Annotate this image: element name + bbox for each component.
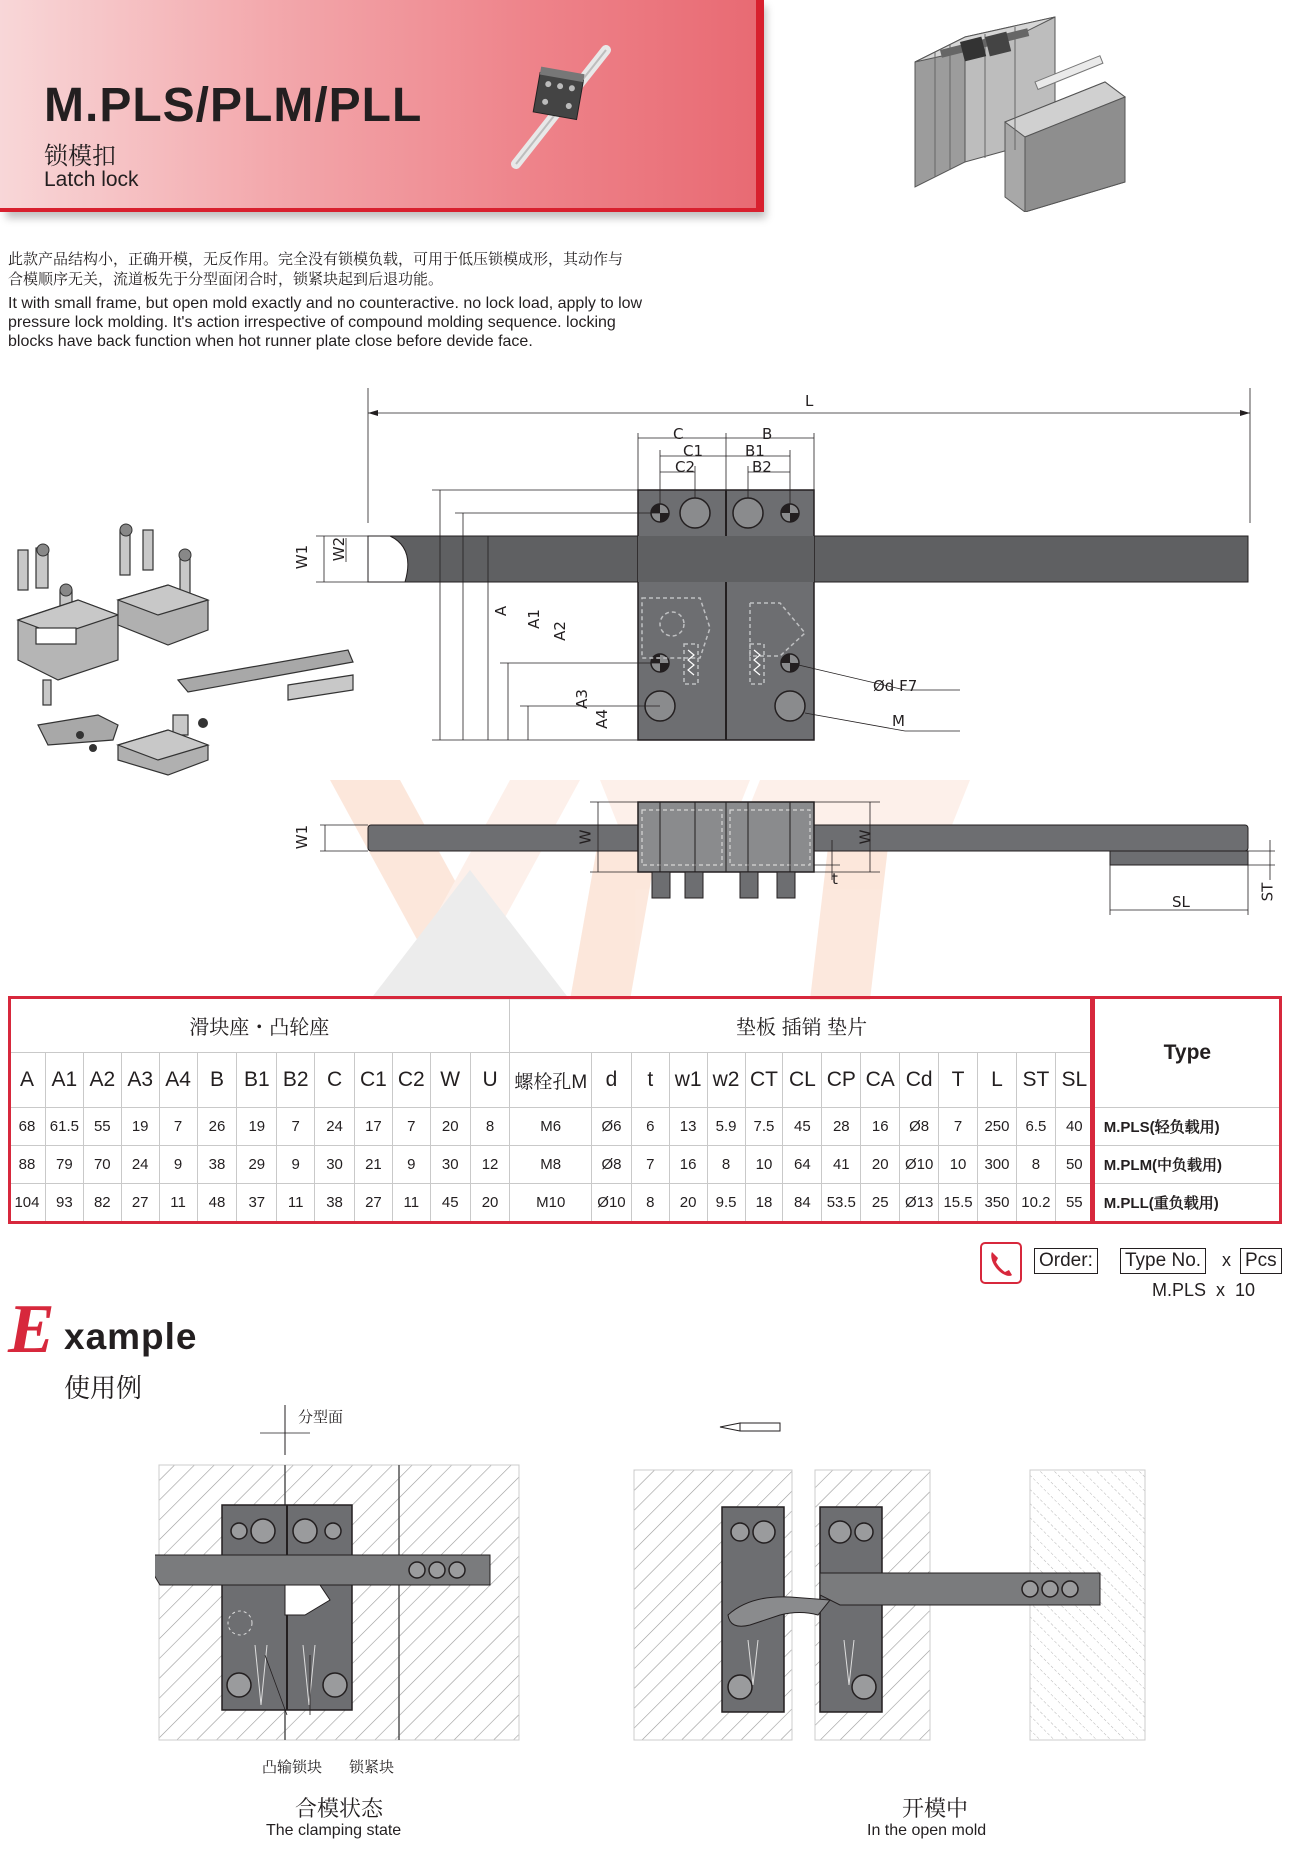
table-cell: 50: [1055, 1146, 1093, 1184]
table-row: [9, 1108, 1282, 1146]
table-cell: 25: [861, 1184, 900, 1222]
table-cell: Ø8: [900, 1108, 939, 1146]
table-cell: 24: [315, 1108, 355, 1146]
col-header: t: [631, 1053, 669, 1108]
table-cell: 16: [669, 1146, 707, 1184]
table-cell: 48: [197, 1184, 237, 1222]
table-cell: 37: [237, 1184, 277, 1222]
table-group-slider: 滑块座・凸轮座: [9, 998, 510, 1053]
table-cell: 300: [978, 1146, 1017, 1184]
table-cell: M8: [510, 1146, 592, 1184]
dim-label-W1: W1: [293, 544, 312, 570]
col-header: CL: [783, 1053, 822, 1108]
table-row: [9, 1146, 1282, 1184]
table-column-headers: [9, 1053, 1282, 1108]
table-cell: 24: [121, 1146, 159, 1184]
table-cell: 8: [1016, 1146, 1055, 1184]
table-cell: 9.5: [707, 1184, 745, 1222]
cam-lock-label: 凸输锁块: [262, 1758, 323, 1776]
dim-label-SL: SL: [1172, 893, 1190, 911]
table-cell: Ø13: [900, 1184, 939, 1222]
dim-label-ST: ST: [1258, 882, 1277, 902]
table-cell: 38: [197, 1146, 237, 1184]
clamping-caption-en: The clamping state: [266, 1822, 402, 1839]
table-cell: 45: [783, 1108, 822, 1146]
lock-block-label: 锁紧块: [349, 1758, 395, 1776]
description-en-line3: blocks have back function when hot runner plate close before devide face.: [8, 333, 533, 350]
dim-label-B1: B1: [745, 442, 765, 460]
open-mold-caption-en: In the open mold: [867, 1822, 987, 1839]
banner-edge: [756, 0, 764, 212]
dim-label-B2: B2: [752, 458, 772, 476]
description-cn-line2: 合模顺序无关，流道板先于分型面闭合时，锁紧块起到后退功能。: [8, 270, 444, 288]
latch-pin-illustration: [500, 42, 620, 172]
phone-icon: [980, 1242, 1022, 1284]
table-cell: 64: [783, 1146, 822, 1184]
type-cell: M.PLM(中负载用): [1093, 1146, 1281, 1184]
order-example: M.PLS x 10: [1152, 1280, 1256, 1300]
example-heading-cn: 使用例: [64, 1374, 143, 1404]
description-cn-line1: 此款产品结构小，正确开模，无反作用。完全没有锁模负载，可用于低压锁模成形，其动作与: [8, 250, 624, 268]
table-cell: 41: [822, 1146, 861, 1184]
table-cell: 20: [861, 1146, 900, 1184]
col-header: d: [592, 1053, 632, 1108]
col-header: W: [430, 1053, 470, 1108]
table-cell: 12: [470, 1146, 510, 1184]
col-header: L: [978, 1053, 1017, 1108]
col-header: C1: [354, 1053, 392, 1108]
table-cell: 11: [392, 1184, 430, 1222]
table-cell: 68: [9, 1108, 46, 1146]
table-cell: 79: [45, 1146, 83, 1184]
col-header: 螺栓孔M: [510, 1053, 592, 1108]
subtitle-cn: 锁模扣: [44, 142, 116, 170]
table-cell: 20: [669, 1184, 707, 1222]
table-cell: Ø6: [592, 1108, 632, 1146]
table-cell: 20: [430, 1108, 470, 1146]
subtitle-en: Latch lock: [44, 168, 139, 191]
dim-label-M: M: [892, 712, 905, 730]
open-mold-caption-cn: 开模中: [902, 1797, 969, 1822]
table-cell: 6.5: [1016, 1108, 1055, 1146]
table-cell: 18: [745, 1184, 783, 1222]
table-cell: 8: [470, 1108, 510, 1146]
table-cell: 93: [45, 1184, 83, 1222]
table-cell: 19: [121, 1108, 159, 1146]
table-cell: 20: [470, 1184, 510, 1222]
table-cell: 84: [783, 1184, 822, 1222]
dim-label-W1-top: W1: [293, 824, 312, 850]
table-cell: 10: [745, 1146, 783, 1184]
table-cell: Ø10: [592, 1184, 632, 1222]
order-times: x: [1222, 1250, 1231, 1270]
table-row: [9, 1184, 1282, 1222]
table-type-header: Type: [1093, 998, 1281, 1108]
table-cell: 5.9: [707, 1108, 745, 1146]
table-cell: Ø10: [900, 1146, 939, 1184]
col-header: C2: [392, 1053, 430, 1108]
table-cell: 350: [978, 1184, 1017, 1222]
table-cell: 53.5: [822, 1184, 861, 1222]
table-cell: 16: [861, 1108, 900, 1146]
order-label: Order:: [1034, 1248, 1098, 1274]
page-title: M.PLS/PLM/PLL: [44, 79, 423, 132]
table-cell: 26: [197, 1108, 237, 1146]
front-view-drawing: [280, 388, 1270, 748]
table-cell: 21: [354, 1146, 392, 1184]
table-cell: 7: [631, 1146, 669, 1184]
clamping-state-drawing: [155, 1405, 525, 1745]
table-cell: 9: [392, 1146, 430, 1184]
col-header: B: [197, 1053, 237, 1108]
col-header: CA: [861, 1053, 900, 1108]
table-cell: 9: [159, 1146, 197, 1184]
spec-table: [8, 997, 1282, 1222]
dim-label-A4: A4: [592, 709, 611, 729]
table-cell: 27: [354, 1184, 392, 1222]
order-pcs-label: Pcs: [1240, 1248, 1282, 1274]
dim-label-d: Ød F7: [873, 677, 918, 695]
table-cell: 30: [430, 1146, 470, 1184]
table-cell: 250: [978, 1108, 1017, 1146]
dim-label-B: B: [762, 425, 773, 443]
table-group-plate: 垫板 插销 垫片: [510, 998, 1093, 1053]
col-header: CT: [745, 1053, 783, 1108]
clamping-caption-cn: 合模状态: [295, 1797, 384, 1822]
dim-label-C1: C1: [683, 442, 704, 460]
col-header: ST: [1016, 1053, 1055, 1108]
table-cell: 55: [83, 1108, 121, 1146]
table-cell: 29: [237, 1146, 277, 1184]
table-cell: 8: [631, 1184, 669, 1222]
dim-label-C2: C2: [675, 458, 696, 476]
col-header: A1: [45, 1053, 83, 1108]
order-type-label: Type No.: [1120, 1248, 1206, 1274]
table-cell: 15.5: [939, 1184, 978, 1222]
col-header: w1: [669, 1053, 707, 1108]
dim-label-A3: A3: [572, 689, 591, 709]
dim-label-W-left: W: [576, 829, 595, 845]
open-mold-drawing: [630, 1415, 1150, 1745]
table-cell: 40: [1055, 1108, 1093, 1146]
table-cell: 7: [277, 1108, 315, 1146]
table-cell: 27: [121, 1184, 159, 1222]
dim-label-C: C: [673, 425, 684, 443]
table-cell: 38: [315, 1184, 355, 1222]
mold-assembly-illustration: [905, 12, 1135, 212]
table-cell: 13: [669, 1108, 707, 1146]
top-view-drawing: [280, 790, 1280, 930]
table-cell: 8: [707, 1146, 745, 1184]
table-cell: 88: [9, 1146, 46, 1184]
type-cell: M.PLS(轻负载用): [1093, 1108, 1281, 1146]
col-header: T: [939, 1053, 978, 1108]
table-cell: 7: [159, 1108, 197, 1146]
type-cell: M.PLL(重负载用): [1093, 1184, 1281, 1222]
description-en-line1: It with small frame, but open mold exactly and no counteractive. no lock load, apply to low: [8, 295, 643, 312]
table-cell: 28: [822, 1108, 861, 1146]
table-cell: 10: [939, 1146, 978, 1184]
col-header: CP: [822, 1053, 861, 1108]
description-en-line2: pressure lock molding. It's action irrespective of compound molding sequence. locking: [8, 314, 616, 331]
table-cell: 17: [354, 1108, 392, 1146]
col-header: A3: [121, 1053, 159, 1108]
table-cell: 6: [631, 1108, 669, 1146]
table-cell: 61.5: [45, 1108, 83, 1146]
table-cell: M6: [510, 1108, 592, 1146]
dim-label-A2: A2: [550, 621, 569, 641]
table-cell: Ø8: [592, 1146, 632, 1184]
example-heading-letter: E: [8, 1291, 55, 1368]
table-cell: 104: [9, 1184, 46, 1222]
table-cell: 7.5: [745, 1108, 783, 1146]
example-heading: xample: [64, 1316, 198, 1357]
table-cell: M10: [510, 1184, 592, 1222]
dim-label-W2: W2: [330, 536, 349, 562]
banner-underline: [0, 208, 764, 212]
col-header: B1: [237, 1053, 277, 1108]
col-header: SL: [1055, 1053, 1093, 1108]
table-cell: 55: [1055, 1184, 1093, 1222]
dim-label-A: A: [492, 605, 511, 617]
parting-face-label: 分型面: [298, 1408, 344, 1426]
table-cell: 45: [430, 1184, 470, 1222]
col-header: Cd: [900, 1053, 939, 1108]
col-header: U: [470, 1053, 510, 1108]
col-header: A: [9, 1053, 46, 1108]
col-header: w2: [707, 1053, 745, 1108]
table-cell: 9: [277, 1146, 315, 1184]
dim-label-L: L: [805, 392, 814, 410]
table-cell: 70: [83, 1146, 121, 1184]
col-header: B2: [277, 1053, 315, 1108]
dim-label-A1: A1: [524, 609, 543, 629]
dim-label-W-right: W: [856, 829, 875, 845]
table-cell: 82: [83, 1184, 121, 1222]
table-cell: 11: [159, 1184, 197, 1222]
col-header: C: [315, 1053, 355, 1108]
dim-label-t: t: [832, 870, 838, 888]
table-cell: 7: [392, 1108, 430, 1146]
table-cell: 10.2: [1016, 1184, 1055, 1222]
col-header: A4: [159, 1053, 197, 1108]
table-cell: 11: [277, 1184, 315, 1222]
table-cell: 7: [939, 1108, 978, 1146]
table-cell: 19: [237, 1108, 277, 1146]
table-cell: 30: [315, 1146, 355, 1184]
col-header: A2: [83, 1053, 121, 1108]
